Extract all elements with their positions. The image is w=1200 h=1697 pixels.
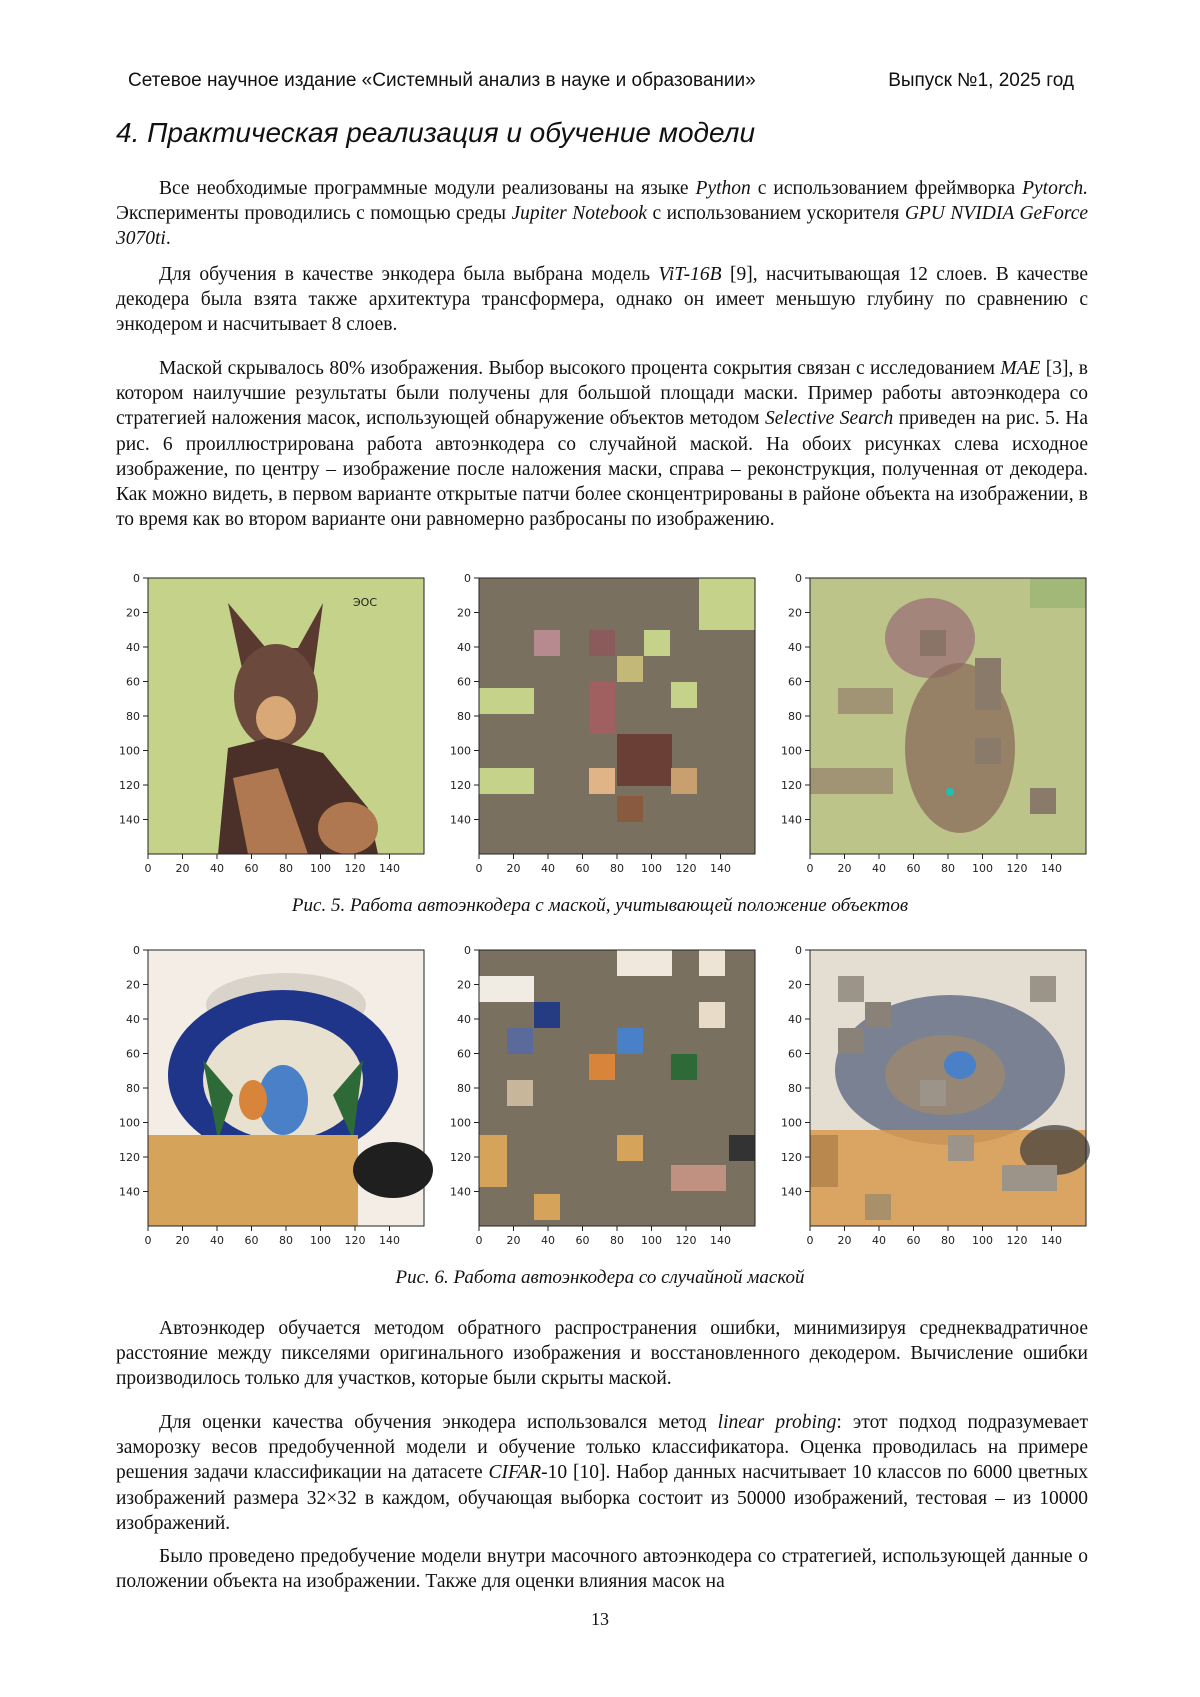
gray-patch: [1030, 788, 1056, 814]
x-tick-label: 60: [575, 862, 590, 875]
figure-6: [0, 940, 1200, 1255]
x-tick-label: 80: [279, 862, 293, 875]
y-tick-label: 20: [457, 978, 471, 992]
fig5-panel-reconstruction: [781, 572, 1086, 875]
x-tick-label: 0: [475, 862, 483, 875]
gray-patch: [975, 738, 1001, 764]
visible-patch: [729, 1135, 755, 1161]
visible-patch: [479, 1135, 507, 1187]
y-tick-label: 80: [126, 1082, 140, 1095]
y-tick-label: 20: [788, 606, 802, 620]
x-tick-label: 40: [210, 1234, 224, 1247]
y-tick-label: 80: [457, 710, 471, 723]
x-tick-label: 40: [872, 1234, 886, 1247]
y-tick-label: 100: [781, 744, 802, 758]
x-tick-label: 100: [641, 862, 662, 875]
x-tick-label: 20: [506, 1234, 521, 1247]
fig6-panel-masked: [450, 944, 755, 1247]
y-tick-label: 20: [788, 978, 802, 992]
y-tick-label: 120: [119, 779, 140, 792]
visible-patch: [671, 1165, 726, 1191]
gray-patch: [838, 688, 893, 714]
y-tick-label: 60: [126, 675, 140, 689]
visible-patch: [479, 768, 534, 794]
visible-patch: [699, 578, 755, 630]
visible-patch: [617, 950, 672, 976]
x-tick-label: 80: [279, 1234, 293, 1247]
gray-patch: [865, 1194, 891, 1220]
y-tick-label: 100: [119, 1116, 140, 1130]
y-tick-label: 20: [457, 606, 471, 620]
y-tick-label: 0: [133, 944, 140, 957]
figure-5-caption: Рис. 5. Работа автоэнкодера с маской, учитывающей положение объектов: [291, 895, 909, 916]
table-surface: [148, 1135, 358, 1226]
visible-patch: [617, 656, 643, 682]
dog-muzzle: [256, 696, 296, 740]
x-tick-label: 80: [610, 1234, 624, 1247]
visible-patch: [589, 1054, 615, 1080]
y-tick-label: 0: [795, 572, 802, 585]
x-tick-label: 40: [541, 862, 555, 875]
reconstructed-patch: [1030, 578, 1086, 608]
y-tick-label: 80: [788, 1082, 802, 1095]
gray-patch: [1030, 976, 1056, 1002]
artifact-dot: [946, 788, 954, 796]
x-tick-label: 0: [144, 862, 152, 875]
x-tick-label: 140: [1041, 1234, 1062, 1247]
fig6-panel-reconstruction: [781, 944, 1090, 1247]
y-tick-label: 140: [450, 813, 471, 827]
paragraph-1: Все необходимые программные модули реализованы на языке Python с использованием фреймворка Pytorch. Эксперименты проводились с помощью среды Jupiter Notebook с использованием ускорителя GPU NVIDIA GeForce 3070ti.: [116, 178, 1089, 250]
paragraph-2: Для обучения в качестве энкодера была выбрана модель ViT-16B [9], насчитывающая 12 слоев. В качестве декодера была взята также архитектура трансформера, однако он имеет меньшую глубину по сравнению с энкодером и насчитывает 8 слоев.: [116, 264, 1088, 336]
background-graffiti: ЭОС: [353, 596, 378, 609]
y-tick-label: 20: [126, 606, 140, 620]
x-tick-label: 100: [310, 1234, 331, 1247]
gray-patch: [1002, 1165, 1057, 1191]
paragraph-4: Автоэнкодер обучается методом обратного распространения ошибки, минимизируя среднеквадратичное расстояние между пикселями оригинального изображения и восстановленного декодером. Вычисление ошибки производилось только для участков, которые были скрыты маской.: [116, 1318, 1088, 1390]
y-tick-label: 140: [119, 813, 140, 827]
y-tick-label: 140: [119, 1185, 140, 1199]
y-tick-label: 120: [450, 1151, 471, 1164]
y-tick-label: 60: [126, 1047, 140, 1061]
y-tick-label: 40: [126, 1013, 140, 1026]
y-tick-label: 60: [788, 1047, 802, 1061]
visible-patch: [589, 768, 615, 794]
x-tick-label: 100: [310, 862, 331, 875]
x-tick-label: 140: [379, 1234, 400, 1247]
y-tick-label: 0: [795, 944, 802, 957]
x-tick-label: 40: [210, 862, 224, 875]
fig5-panel-masked: [450, 572, 755, 875]
x-tick-label: 0: [806, 862, 814, 875]
x-tick-label: 80: [941, 862, 955, 875]
x-tick-label: 140: [1041, 862, 1062, 875]
y-tick-label: 40: [457, 1013, 471, 1026]
y-tick-label: 120: [119, 1151, 140, 1164]
paragraph-3: Маской скрывалось 80% изображения. Выбор высокого процента сокрытия связан с исследованием MAE [3], в котором наилучшие результаты были получены для большой площади маски. Пример работы автоэнкодера со стратегией наложения масок, использующей обнаружение объектов методом Selective Search приведен на рис. 5. На рис. 6 проиллюстрирована работа автоэнкодера со случайной маской. На обоих рисунках слева исходное изображение, по центру – изображение после наложения маски, справа – реконструкция, полученная от декодера. Как можно видеть, в первом варианте открытые патчи более сконцентрированы в районе объекта на изображении, в то время как во втором варианте они равномерно разбросаны по изображению.: [116, 358, 1088, 531]
x-tick-label: 120: [344, 1234, 366, 1247]
x-tick-label: 140: [379, 862, 400, 875]
y-tick-label: 60: [457, 675, 471, 689]
x-tick-label: 20: [837, 862, 852, 875]
x-tick-label: 40: [541, 1234, 555, 1247]
paragraph-5: Для оценки качества обучения энкодера использовался метод linear probing: этот подход подразумевает заморозку весов предобученной модели и обучение только классификатора. Оценка проводилась на примере решения задачи классификации на датасете CIFAR-10 [10]. Набор данных насчитывает 10 классов по 6000 цветных изображений размера 32×32 в каждом, обучающая выборка состоит из 50000 изображений, тестовая – из 10000 изображений.: [116, 1412, 1088, 1534]
visible-patch: [534, 1002, 560, 1028]
y-tick-label: 60: [457, 1047, 471, 1061]
gray-patch: [838, 1028, 864, 1054]
y-tick-label: 20: [126, 978, 140, 992]
x-tick-label: 120: [675, 862, 697, 875]
y-tick-label: 80: [126, 710, 140, 723]
teapot-motif: [239, 1080, 267, 1120]
dog-paw: [318, 802, 378, 854]
blurred-blue-spot: [944, 1051, 976, 1079]
fig6-panel-original: [119, 944, 433, 1247]
running-header: [128, 70, 1074, 100]
x-tick-label: 20: [175, 862, 190, 875]
y-tick-label: 80: [788, 710, 802, 723]
y-tick-label: 100: [119, 744, 140, 758]
visible-patch: [479, 688, 534, 714]
visible-patch: [534, 630, 560, 656]
y-tick-label: 0: [464, 944, 471, 957]
y-tick-label: 40: [126, 641, 140, 654]
x-tick-label: 120: [675, 1234, 697, 1247]
y-tick-label: 0: [464, 572, 471, 585]
x-tick-label: 100: [972, 1234, 993, 1247]
page-number: 13: [591, 1609, 609, 1629]
visible-patch: [534, 1194, 560, 1220]
y-tick-label: 120: [450, 779, 471, 792]
y-tick-label: 40: [457, 641, 471, 654]
x-tick-label: 80: [610, 862, 624, 875]
x-tick-label: 140: [710, 1234, 731, 1247]
visible-patch: [507, 1080, 533, 1106]
gray-patch: [838, 976, 864, 1002]
y-tick-label: 100: [781, 1116, 802, 1130]
x-tick-label: 60: [906, 1234, 921, 1247]
x-tick-label: 20: [837, 1234, 852, 1247]
paragraph-6: Было проведено предобучение модели внутри масочного автоэнкодера со стратегией, использующей данные о положении объекта на изображении. Также для оценки влияния масок на: [116, 1546, 1088, 1593]
gray-patch: [810, 768, 893, 794]
visible-patch: [589, 630, 615, 656]
x-tick-label: 100: [641, 1234, 662, 1247]
x-tick-label: 60: [906, 862, 921, 875]
y-tick-label: 140: [450, 1185, 471, 1199]
x-tick-label: 20: [175, 1234, 190, 1247]
figure-5: [0, 568, 1200, 878]
x-tick-label: 100: [972, 862, 993, 875]
x-tick-label: 20: [506, 862, 521, 875]
visible-patch: [699, 950, 725, 976]
journal-name: Сетевое научное издание «Системный анализ в науке и образовании»: [128, 70, 756, 91]
x-tick-label: 120: [1006, 862, 1028, 875]
x-tick-label: 40: [872, 862, 886, 875]
y-tick-label: 100: [450, 744, 471, 758]
y-tick-label: 0: [133, 572, 140, 585]
x-tick-label: 120: [1006, 1234, 1028, 1247]
x-tick-label: 60: [244, 862, 259, 875]
x-tick-label: 0: [806, 1234, 814, 1247]
y-tick-label: 120: [781, 1151, 802, 1164]
gray-patch: [865, 1002, 891, 1028]
x-tick-label: 0: [475, 1234, 483, 1247]
fig5-panel-original: [119, 572, 424, 875]
visible-patch: [617, 1135, 643, 1161]
visible-patch: [617, 796, 643, 822]
x-tick-label: 60: [244, 1234, 259, 1247]
visible-patch: [617, 734, 672, 786]
x-tick-label: 120: [344, 862, 366, 875]
gray-patch: [975, 658, 1001, 710]
visible-patch: [699, 1002, 725, 1028]
gray-patch: [920, 1080, 946, 1106]
visible-patch: [671, 768, 697, 794]
gray-patch: [948, 1135, 974, 1161]
y-tick-label: 40: [788, 1013, 802, 1026]
visible-patch: [671, 682, 697, 708]
x-tick-label: 60: [575, 1234, 590, 1247]
x-tick-label: 80: [941, 1234, 955, 1247]
y-tick-label: 140: [781, 1185, 802, 1199]
x-tick-label: 0: [144, 1234, 152, 1247]
figure-6-caption: Рис. 6. Работа автоэнкодера со случайной маской: [395, 1267, 805, 1288]
y-tick-label: 60: [788, 675, 802, 689]
x-tick-label: 140: [710, 862, 731, 875]
y-tick-label: 40: [788, 641, 802, 654]
visible-patch: [589, 682, 615, 734]
gray-patch: [920, 630, 946, 656]
y-tick-label: 100: [450, 1116, 471, 1130]
gray-patch: [810, 1135, 838, 1187]
section-title: 4. Практическая реализация и обучение модели: [116, 117, 756, 148]
y-tick-label: 80: [457, 1082, 471, 1095]
visible-patch: [507, 1028, 533, 1054]
visible-patch: [617, 1028, 643, 1054]
visible-patch: [479, 976, 534, 1002]
visible-patch: [671, 1054, 697, 1080]
dark-object: [353, 1142, 433, 1198]
visible-patch: [644, 630, 670, 656]
y-tick-label: 140: [781, 813, 802, 827]
y-tick-label: 120: [781, 779, 802, 792]
issue-number: Выпуск №1, 2025 год: [888, 70, 1074, 91]
